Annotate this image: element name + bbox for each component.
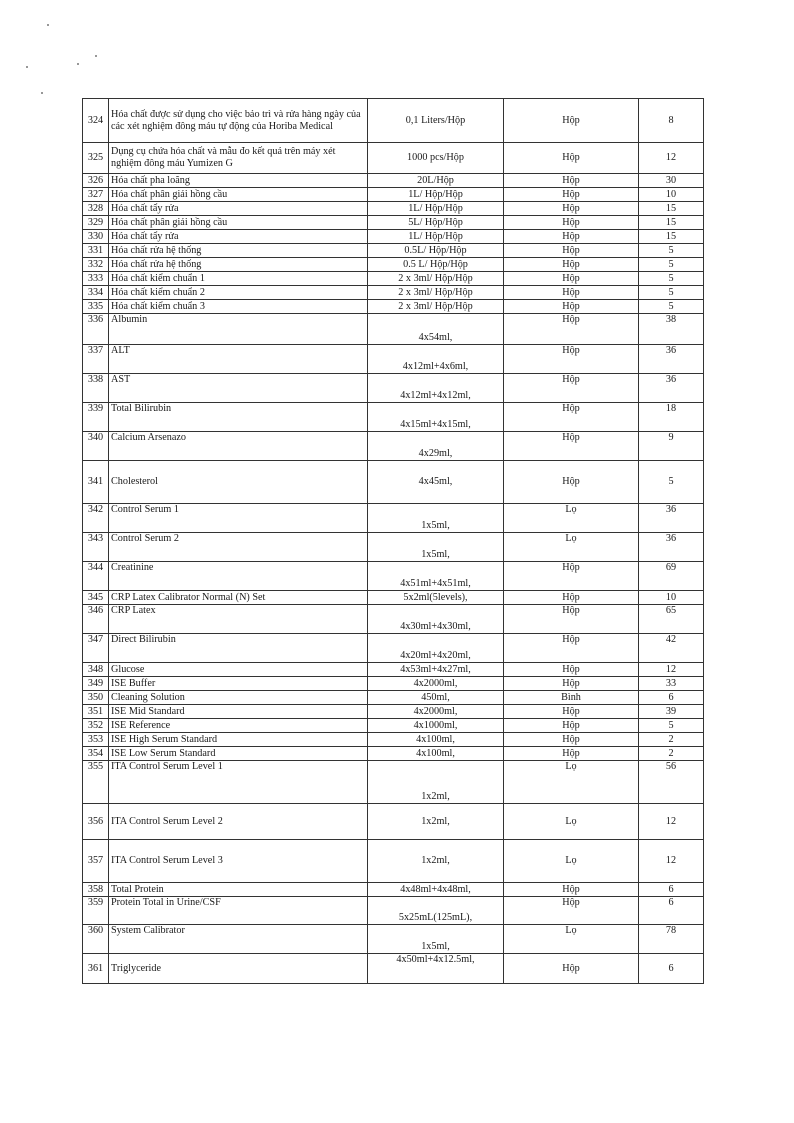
row-number: 325 <box>83 143 109 174</box>
item-unit: Hộp <box>504 432 639 461</box>
item-unit: Hộp <box>504 216 639 230</box>
item-qty: 5 <box>639 719 704 733</box>
row-number: 350 <box>83 691 109 705</box>
item-name: Hóa chất tẩy rửa <box>109 202 368 216</box>
item-name: Dụng cụ chứa hóa chất và mẫu đo kết quả trên máy xét nghiệm đông máu Yumizen G <box>109 143 368 174</box>
item-spec: 1x5ml, <box>368 504 504 533</box>
item-qty: 8 <box>639 99 704 143</box>
row-number: 354 <box>83 747 109 761</box>
item-spec: 4x100ml, <box>368 747 504 761</box>
table-row <box>83 258 704 272</box>
item-unit: Hộp <box>504 461 639 504</box>
item-name: Protein Total in Urine/CSF <box>109 897 368 925</box>
item-spec: 4x48ml+4x48ml, <box>368 883 504 897</box>
item-unit: Hộp <box>504 202 639 216</box>
item-unit: Hộp <box>504 403 639 432</box>
item-spec: 1L/ Hộp/Hộp <box>368 230 504 244</box>
row-number: 356 <box>83 804 109 840</box>
item-name: ITA Control Serum Level 2 <box>109 804 368 840</box>
item-name: Creatinine <box>109 562 368 591</box>
item-qty: 42 <box>639 634 704 663</box>
item-unit: Hộp <box>504 230 639 244</box>
item-spec: 4x50ml+4x12.5ml, <box>368 954 504 984</box>
row-number: 347 <box>83 634 109 663</box>
item-spec: 4x30ml+4x30ml, <box>368 605 504 634</box>
table-row <box>83 897 704 925</box>
item-qty: 5 <box>639 461 704 504</box>
item-unit: Lọ <box>504 504 639 533</box>
item-unit: Hộp <box>504 562 639 591</box>
item-name: Control Serum 1 <box>109 504 368 533</box>
row-number: 345 <box>83 591 109 605</box>
item-name: Hóa chất tẩy rửa <box>109 230 368 244</box>
row-number: 330 <box>83 230 109 244</box>
row-number: 332 <box>83 258 109 272</box>
table-row <box>83 99 704 143</box>
item-qty: 15 <box>639 230 704 244</box>
item-qty: 36 <box>639 533 704 562</box>
item-unit: Hộp <box>504 605 639 634</box>
table-row <box>83 432 704 461</box>
table-row <box>83 733 704 747</box>
table-row <box>83 272 704 286</box>
reagent-table <box>82 98 704 984</box>
row-number: 357 <box>83 840 109 883</box>
table-row <box>83 403 704 432</box>
row-number: 324 <box>83 99 109 143</box>
row-number: 339 <box>83 403 109 432</box>
row-number: 338 <box>83 374 109 403</box>
table-row <box>83 188 704 202</box>
table-row <box>83 591 704 605</box>
item-name: Triglyceride <box>109 954 368 984</box>
item-unit: Hộp <box>504 733 639 747</box>
table-row <box>83 300 704 314</box>
item-unit: Hộp <box>504 719 639 733</box>
item-unit: Lọ <box>504 804 639 840</box>
item-unit: Hộp <box>504 188 639 202</box>
item-unit: Lọ <box>504 761 639 804</box>
item-spec: 4x100ml, <box>368 733 504 747</box>
table-row <box>83 143 704 174</box>
item-spec: 4x12ml+4x12ml, <box>368 374 504 403</box>
item-spec: 5x25mL(125mL), <box>368 897 504 925</box>
item-qty: 6 <box>639 883 704 897</box>
item-spec: 1x5ml, <box>368 533 504 562</box>
row-number: 360 <box>83 925 109 954</box>
item-unit: Hộp <box>504 300 639 314</box>
row-number: 328 <box>83 202 109 216</box>
table-row <box>83 461 704 504</box>
item-spec: 4x29ml, <box>368 432 504 461</box>
item-qty: 5 <box>639 272 704 286</box>
item-qty: 10 <box>639 188 704 202</box>
item-qty: 2 <box>639 747 704 761</box>
item-spec: 450ml, <box>368 691 504 705</box>
item-spec: 2 x 3ml/ Hộp/Hộp <box>368 286 504 300</box>
item-name: ITA Control Serum Level 1 <box>109 761 368 804</box>
table-row <box>83 244 704 258</box>
item-name: Hóa chất kiểm chuẩn 2 <box>109 286 368 300</box>
row-number: 346 <box>83 605 109 634</box>
item-spec: 5x2ml(5levels), <box>368 591 504 605</box>
item-name: Cholesterol <box>109 461 368 504</box>
item-qty: 2 <box>639 733 704 747</box>
item-spec: 0,1 Liters/Hộp <box>368 99 504 143</box>
item-name: CRP Latex <box>109 605 368 634</box>
item-spec: 4x51ml+4x51ml, <box>368 562 504 591</box>
item-qty: 12 <box>639 663 704 677</box>
row-number: 335 <box>83 300 109 314</box>
table-row <box>83 761 704 804</box>
item-name: Total Bilirubin <box>109 403 368 432</box>
item-qty: 12 <box>639 840 704 883</box>
item-qty: 15 <box>639 216 704 230</box>
row-number: 361 <box>83 954 109 984</box>
table-row <box>83 747 704 761</box>
item-unit: Hộp <box>504 272 639 286</box>
item-unit: Hộp <box>504 374 639 403</box>
item-unit: Hộp <box>504 591 639 605</box>
item-unit: Hộp <box>504 663 639 677</box>
item-spec: 5L/ Hộp/Hộp <box>368 216 504 230</box>
item-unit: Hộp <box>504 174 639 188</box>
item-name: Direct Bilirubin <box>109 634 368 663</box>
table-row <box>83 840 704 883</box>
item-unit: Hộp <box>504 883 639 897</box>
item-qty: 30 <box>639 174 704 188</box>
table-row <box>83 286 704 300</box>
item-spec: 0.5L/ Hộp/Hộp <box>368 244 504 258</box>
item-unit: Hộp <box>504 897 639 925</box>
row-number: 342 <box>83 504 109 533</box>
table-row <box>83 533 704 562</box>
item-qty: 6 <box>639 691 704 705</box>
item-name: ITA Control Serum Level 3 <box>109 840 368 883</box>
row-number: 355 <box>83 761 109 804</box>
item-unit: Hộp <box>504 286 639 300</box>
item-qty: 69 <box>639 562 704 591</box>
scan-speck <box>77 63 79 65</box>
item-qty: 6 <box>639 897 704 925</box>
table-row <box>83 677 704 691</box>
item-qty: 65 <box>639 605 704 634</box>
row-number: 341 <box>83 461 109 504</box>
item-qty: 5 <box>639 258 704 272</box>
item-qty: 18 <box>639 403 704 432</box>
item-spec: 4x1000ml, <box>368 719 504 733</box>
item-qty: 36 <box>639 374 704 403</box>
item-name: Hóa chất phân giải hồng cầu <box>109 216 368 230</box>
row-number: 327 <box>83 188 109 202</box>
row-number: 333 <box>83 272 109 286</box>
item-qty: 12 <box>639 804 704 840</box>
item-unit: Hộp <box>504 99 639 143</box>
item-qty: 12 <box>639 143 704 174</box>
item-unit: Hộp <box>504 314 639 345</box>
table-row <box>83 605 704 634</box>
item-qty: 56 <box>639 761 704 804</box>
item-spec: 1x5ml, <box>368 925 504 954</box>
table-row <box>83 705 704 719</box>
item-name: ISE Low Serum Standard <box>109 747 368 761</box>
table-row <box>83 925 704 954</box>
item-unit: Hộp <box>504 345 639 374</box>
row-number: 352 <box>83 719 109 733</box>
item-name: ISE Reference <box>109 719 368 733</box>
item-spec: 0.5 L/ Hộp/Hộp <box>368 258 504 272</box>
row-number: 344 <box>83 562 109 591</box>
item-unit: Hộp <box>504 258 639 272</box>
item-qty: 78 <box>639 925 704 954</box>
item-name: Hóa chất rửa hệ thống <box>109 244 368 258</box>
item-name: ISE Mid Standard <box>109 705 368 719</box>
row-number: 326 <box>83 174 109 188</box>
item-spec: 1x2ml, <box>368 840 504 883</box>
table-row <box>83 954 704 984</box>
item-spec: 4x2000ml, <box>368 705 504 719</box>
table-row <box>83 634 704 663</box>
item-qty: 5 <box>639 300 704 314</box>
item-name: Cleaning Solution <box>109 691 368 705</box>
table-row <box>83 202 704 216</box>
reagent-table-body <box>83 99 704 984</box>
table-row <box>83 562 704 591</box>
row-number: 336 <box>83 314 109 345</box>
item-spec: 1x2ml, <box>368 761 504 804</box>
item-qty: 15 <box>639 202 704 216</box>
item-unit: Hộp <box>504 677 639 691</box>
item-spec: 1L/ Hộp/Hộp <box>368 202 504 216</box>
item-name: Calcium Arsenazo <box>109 432 368 461</box>
item-qty: 39 <box>639 705 704 719</box>
scan-speck <box>41 92 43 94</box>
table-row <box>83 719 704 733</box>
item-unit: Lọ <box>504 840 639 883</box>
item-spec: 1000 pcs/Hộp <box>368 143 504 174</box>
table-row <box>83 216 704 230</box>
table-row <box>83 691 704 705</box>
table-row <box>83 174 704 188</box>
item-name: Hóa chất pha loãng <box>109 174 368 188</box>
item-qty: 38 <box>639 314 704 345</box>
item-name: Control Serum 2 <box>109 533 368 562</box>
item-qty: 5 <box>639 244 704 258</box>
item-unit: Lọ <box>504 925 639 954</box>
item-spec: 2 x 3ml/ Hộp/Hộp <box>368 272 504 286</box>
row-number: 351 <box>83 705 109 719</box>
item-spec: 4x2000ml, <box>368 677 504 691</box>
row-number: 340 <box>83 432 109 461</box>
item-name: Albumin <box>109 314 368 345</box>
item-unit: Hộp <box>504 143 639 174</box>
item-qty: 36 <box>639 504 704 533</box>
item-name: Hóa chất được sử dụng cho việc bảo trì và rửa hàng ngày của các xét nghiệm đông máu tự động của Horiba Medical <box>109 99 368 143</box>
item-name: ALT <box>109 345 368 374</box>
row-number: 334 <box>83 286 109 300</box>
item-spec: 4x12ml+4x6ml, <box>368 345 504 374</box>
row-number: 337 <box>83 345 109 374</box>
item-spec: 4x20ml+4x20ml, <box>368 634 504 663</box>
row-number: 358 <box>83 883 109 897</box>
table-row <box>83 230 704 244</box>
item-qty: 9 <box>639 432 704 461</box>
item-unit: Hộp <box>504 634 639 663</box>
row-number: 359 <box>83 897 109 925</box>
item-qty: 6 <box>639 954 704 984</box>
item-unit: Hộp <box>504 705 639 719</box>
row-number: 353 <box>83 733 109 747</box>
item-name: Hóa chất kiểm chuẩn 1 <box>109 272 368 286</box>
scan-speck <box>47 24 49 26</box>
item-spec: 2 x 3ml/ Hộp/Hộp <box>368 300 504 314</box>
item-spec: 4x45ml, <box>368 461 504 504</box>
item-spec: 1L/ Hộp/Hộp <box>368 188 504 202</box>
item-spec: 1x2ml, <box>368 804 504 840</box>
scan-speck <box>95 55 97 57</box>
item-name: Hóa chất kiểm chuẩn 3 <box>109 300 368 314</box>
item-name: Hóa chất rửa hệ thống <box>109 258 368 272</box>
item-spec: 4x53ml+4x27ml, <box>368 663 504 677</box>
item-spec: 4x54ml, <box>368 314 504 345</box>
table-row <box>83 663 704 677</box>
item-qty: 36 <box>639 345 704 374</box>
item-name: ISE High Serum Standard <box>109 733 368 747</box>
table-row <box>83 883 704 897</box>
item-unit: Hộp <box>504 954 639 984</box>
item-qty: 10 <box>639 591 704 605</box>
row-number: 329 <box>83 216 109 230</box>
item-spec: 20L/Hộp <box>368 174 504 188</box>
table-row <box>83 345 704 374</box>
item-unit: Bình <box>504 691 639 705</box>
row-number: 349 <box>83 677 109 691</box>
table-row <box>83 504 704 533</box>
item-name: System Calibrator <box>109 925 368 954</box>
item-name: Total Protein <box>109 883 368 897</box>
item-name: AST <box>109 374 368 403</box>
row-number: 331 <box>83 244 109 258</box>
table-row <box>83 374 704 403</box>
row-number: 348 <box>83 663 109 677</box>
item-unit: Lọ <box>504 533 639 562</box>
table-row <box>83 804 704 840</box>
item-name: Hóa chất phân giải hồng cầu <box>109 188 368 202</box>
item-qty: 5 <box>639 286 704 300</box>
item-name: CRP Latex Calibrator Normal (N) Set <box>109 591 368 605</box>
item-unit: Hộp <box>504 244 639 258</box>
item-unit: Hộp <box>504 747 639 761</box>
item-spec: 4x15ml+4x15ml, <box>368 403 504 432</box>
row-number: 343 <box>83 533 109 562</box>
item-name: ISE Buffer <box>109 677 368 691</box>
table-row <box>83 314 704 345</box>
scan-speck <box>26 66 28 68</box>
item-name: Glucose <box>109 663 368 677</box>
item-qty: 33 <box>639 677 704 691</box>
